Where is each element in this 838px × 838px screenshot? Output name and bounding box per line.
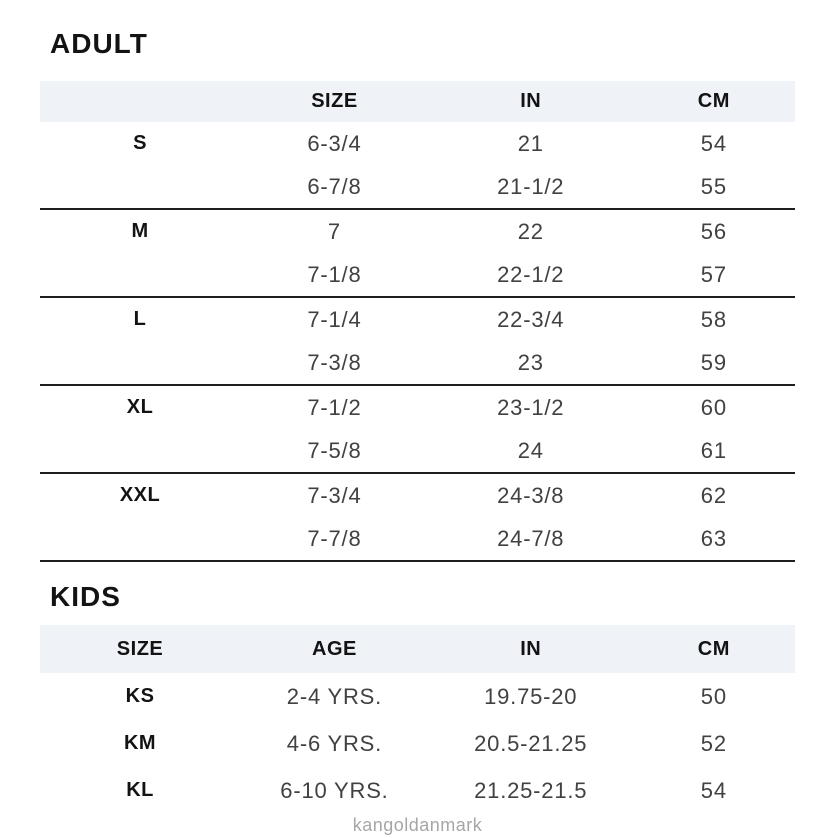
in-value: 23-1/2: [497, 394, 565, 420]
kids-table-body: [40, 673, 795, 814]
cm-value: 52: [700, 730, 727, 756]
table-row: [40, 253, 795, 297]
in-value: 22-1/2: [497, 261, 565, 287]
adult-group-m: [40, 209, 795, 297]
in-value: 22: [517, 218, 544, 244]
in-value: 23: [517, 349, 544, 375]
in-value: 24-3/8: [497, 482, 565, 508]
in-value: 21.25-21.5: [474, 777, 588, 803]
adult-group-xl: [40, 385, 795, 473]
age-value: 2-4 YRS.: [286, 683, 383, 709]
cm-value: 54: [700, 130, 727, 156]
in-value: 20.5-21.25: [474, 730, 588, 756]
adult-section-title: ADULT: [50, 28, 148, 59]
adult-table-header: [40, 81, 795, 122]
table-row: [40, 297, 795, 341]
size-value: 7-1/2: [307, 394, 362, 420]
adult-group-label: L: [133, 308, 147, 330]
cm-value: 59: [700, 349, 727, 375]
adult-group-label-empty: [40, 253, 240, 297]
table-row: [40, 429, 795, 473]
table-row: [40, 767, 795, 814]
table-row: [40, 122, 795, 165]
cm-value: 55: [700, 173, 727, 199]
kids-header-row: [40, 625, 795, 673]
adult-group-label: S: [133, 132, 147, 154]
size-value: 7-1/8: [307, 261, 362, 287]
adult-group-s: [40, 122, 795, 209]
adult-group-label-empty: [40, 517, 240, 561]
size-value: 7-3/8: [307, 349, 362, 375]
in-value: 24: [517, 437, 544, 463]
size-value: 6-7/8: [307, 173, 362, 199]
table-row: [40, 209, 795, 253]
kids-size-label: KL: [126, 779, 154, 801]
in-value: 24-7/8: [497, 525, 565, 551]
cm-value: 63: [700, 525, 727, 551]
kids-table-header: [40, 625, 795, 673]
adult-header-in: IN: [520, 90, 542, 112]
size-value: 6-3/4: [307, 130, 362, 156]
adult-group-xxl: [40, 473, 795, 561]
adult-header-blank: [40, 81, 240, 122]
table-row: [40, 720, 795, 767]
size-value: 7: [327, 218, 341, 244]
kids-size-label: KS: [125, 685, 155, 707]
size-value: 7-1/4: [307, 306, 362, 332]
adult-header-row: [40, 81, 795, 122]
age-value: 4-6 YRS.: [286, 730, 383, 756]
cm-value: 60: [700, 394, 727, 420]
table-row: [40, 341, 795, 385]
adult-group-l: [40, 297, 795, 385]
in-value: 19.75-20: [484, 683, 578, 709]
size-value: 7-3/4: [307, 482, 362, 508]
table-row: [40, 385, 795, 429]
adult-size-table: [40, 81, 795, 562]
adult-header-size: SIZE: [311, 90, 358, 112]
brand-watermark: kangoldanmark: [352, 815, 483, 835]
in-value: 21: [517, 130, 544, 156]
table-row: [40, 517, 795, 561]
size-value: 7-7/8: [307, 525, 362, 551]
kids-header-age: AGE: [312, 637, 357, 660]
kids-section-title: KIDS: [50, 581, 121, 612]
kids-header-size: SIZE: [116, 637, 164, 660]
adult-group-label: XXL: [119, 484, 161, 506]
table-row: [40, 165, 795, 209]
kids-size-label: KM: [123, 732, 157, 754]
in-value: 22-3/4: [497, 306, 565, 332]
adult-header-cm: CM: [697, 90, 730, 112]
table-row: [40, 473, 795, 517]
adult-group-label-empty: [40, 165, 240, 209]
adult-group-label-empty: [40, 429, 240, 473]
kids-header-cm: CM: [697, 637, 730, 660]
cm-value: 58: [700, 306, 727, 332]
cm-value: 50: [700, 683, 727, 709]
kids-size-table: [40, 625, 795, 814]
cm-value: 54: [700, 777, 727, 803]
cm-value: 62: [700, 482, 727, 508]
kids-header-in: IN: [520, 637, 542, 660]
adult-group-label: XL: [126, 396, 154, 418]
cm-value: 57: [700, 261, 727, 287]
table-row: [40, 673, 795, 720]
cm-value: 56: [700, 218, 727, 244]
age-value: 6-10 YRS.: [280, 777, 389, 803]
cm-value: 61: [700, 437, 727, 463]
adult-group-label: M: [131, 220, 149, 242]
adult-group-label-empty: [40, 341, 240, 385]
in-value: 21-1/2: [497, 173, 565, 199]
size-value: 7-5/8: [307, 437, 362, 463]
